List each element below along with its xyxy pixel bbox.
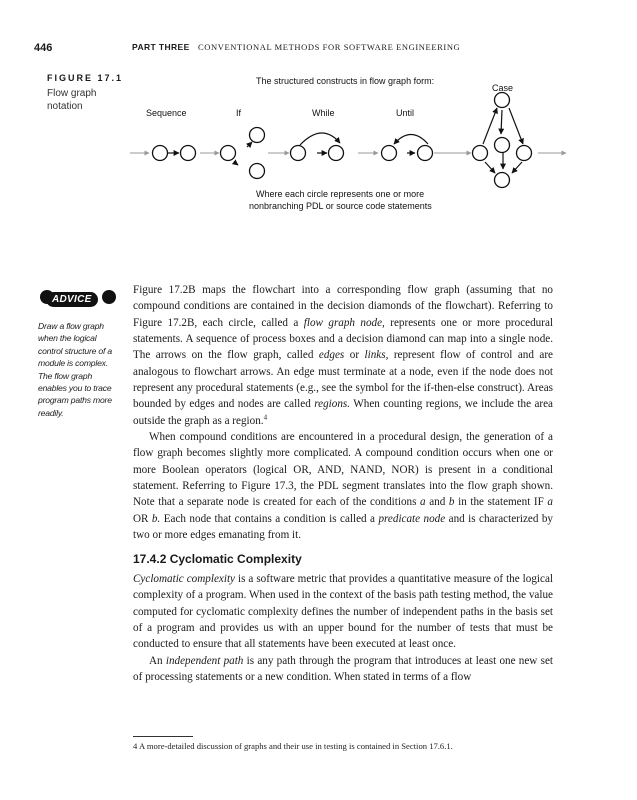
label-while: While — [312, 108, 335, 118]
paragraph-4: An independent path is any path through the program that introduces at least one new set of processing statements or a new condition. When stated in terms of a flow — [133, 654, 553, 683]
part-heading — [132, 42, 460, 52]
footnote-marker: 4 — [263, 413, 268, 422]
advice-right-ring-icon — [102, 290, 116, 304]
figure-caption: Flow graph notation — [47, 88, 97, 112]
advice-badge: ADVICE — [46, 292, 98, 307]
flow-graph-drawing — [128, 70, 568, 220]
label-sequence: Sequence — [146, 108, 187, 118]
label-if: If — [236, 108, 242, 118]
label-case: Case — [492, 83, 514, 93]
part-label: PART THREE — [132, 42, 190, 52]
figure-note-line2: nonbranching PDL or source code statements — [249, 201, 432, 211]
advice-note: Draw a flow graph when the logical control structure of a module is complex. The flow graph enables you to trace program paths more readily. — [38, 321, 112, 418]
flow-graph-figure — [128, 70, 568, 220]
figure-label: FIGURE 17.1 — [47, 73, 124, 83]
footnote: 4 A more-detailed discussion of graphs and their use in testing is contained in Section 17.6.1. — [133, 741, 453, 751]
advice-icon — [38, 288, 122, 312]
paragraph-2: When compound conditions are encountered in a procedural design, the generation of a flow graph becomes slightly more complicated. A compound condition occurs when one or more Boolean operators (logical OR, AND, NAND, NOR) is present in a conditional statement. Referring to Figure 17.3, the PDL segment translates into the flow graph shown. Note that a separate node is created for each of the conditions a and b in the statement IF a OR b. Each node that contains a condition is called a predicate node and is characterized by two or more edges emanating from it. — [133, 431, 553, 542]
part-title: CONVENTIONAL METHODS FOR SOFTWARE ENGINEERING — [197, 42, 461, 52]
paragraph-1: Figure 17.2B maps the flowchart into a corresponding flow graph (assuming that no compound conditions are contained in the decision diamonds of the flowchart). Referring to Figure 17.2B, each circle, called a flow graph node, represents one or more procedural statements. A sequence of process boxes and a decision diamond can map into a single node. The arrows on the flow graph, called edges or links, represent flow of control and are analogous to flowchart arrows. An edge must terminate at a node, even if the node does not represent any procedural statements (e.g., see the symbol for the if-then-else construct). Areas bounded by edges and nodes are called regions. When counting regions, we include the area outside the graph as a region.$^4$ — [133, 284, 553, 427]
figure-note-line1: Where each circle represents one or more — [256, 189, 425, 199]
section-heading: 17.4.2 Cyclomatic Complexity — [133, 551, 302, 566]
paragraph-3: Cyclomatic complexity is a software metric that provides a quantitative measure of the logical complexity of a program. When used in the context of the basis path testing method, the value computed for cyclomatic complexity defines the number of independent paths in the basis set of a program and provides us with an upper bound for the number of tests that must be conducted to ensure that all statements have been executed at least once. — [133, 572, 553, 651]
label-until: Until — [396, 108, 415, 118]
body-text — [133, 282, 553, 685]
page-number: 446 — [34, 42, 53, 54]
footnote-rule — [133, 736, 193, 737]
figure-title: The structured constructs in flow graph form: — [256, 76, 435, 86]
